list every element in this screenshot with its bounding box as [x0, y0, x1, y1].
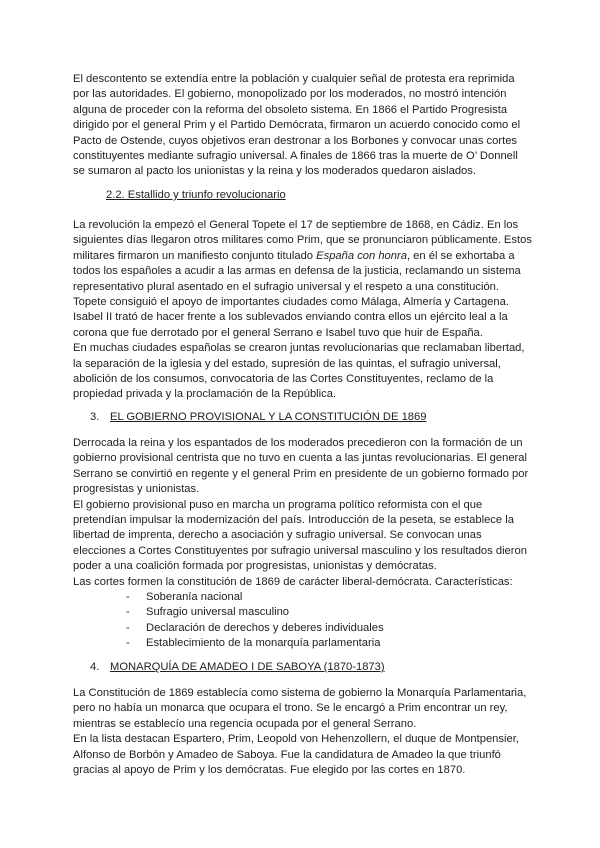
section-title: MONARQUÍA DE AMADEO I DE SABOYA (1870-1873)	[110, 661, 385, 673]
list-item-text: Soberanía nacional	[146, 591, 243, 603]
list-item-text: Establecimiento de la monarquía parlamentaria	[146, 637, 381, 650]
text-fragment: , en él se exhortaba a	[406, 249, 515, 262]
paragraph-pacto-de-ostende	[73, 72, 533, 180]
manifesto-title: España con honra	[316, 249, 407, 262]
text-line: El descontento se extendía entre la población y cualquier señal de protesta era reprimida	[73, 73, 515, 85]
text-line: Pacto de Ostende, cuyos objetivos eran destronar a los Borbones y convocar unas cortes	[73, 134, 518, 147]
text-line: alguna de proceder con la reforma del obsoleto sistema. En 1866 el Partido Progresista	[73, 103, 508, 116]
text-line: dirigido por el general Prim y el Partido Demócrata, firmaron un acuerdo conocido como el	[73, 119, 521, 132]
text-line: En muchas ciudades españolas se crearon juntas revolucionarias que reclamaban libertad,	[73, 342, 525, 355]
bullet-marker: -	[126, 606, 130, 619]
list-item-text: Declaración de derechos y deberes individuales	[146, 621, 384, 634]
text-line: pero no había un monarca que ocupara el trono. Se le encargó a Prim encontrar un rey,	[73, 702, 508, 715]
text-line: Isabel II trató de hacer frente a los sublevados enviando contra ellos un ejército leal a la	[73, 311, 508, 324]
list-item	[126, 621, 384, 636]
text-line: corona que fue derrotado por el general Serrano e Isabel tuvo que huir de España.	[73, 326, 483, 339]
text-line: por las autoridades. El gobierno, monopolizado por los moderados, no mostró intención	[73, 88, 507, 101]
text-line: Serrano se convirtió en regente y el general Prim en presidente de un gobierno formado por	[73, 467, 529, 480]
bullet-marker: -	[126, 591, 130, 603]
list-item	[126, 636, 384, 651]
text-line: elecciones a Cortes Constituyentes por sufragio universal masculino y los resultados dieron	[73, 544, 527, 557]
characteristics-list	[126, 590, 384, 652]
paragraph-amadeo	[73, 686, 533, 778]
text-line: poder a una coalición formada por progresistas, unionistas y demócratas.	[73, 560, 437, 573]
bullet-marker: -	[126, 621, 130, 634]
text-line: propiedad privada y la proclamación de la República.	[73, 388, 337, 401]
text-line: todos los españoles a acudir a las armas en defensa de la justicia, reclamando un sistema	[73, 265, 521, 278]
text-line: Topete consiguió el apoyo de importantes ciudades como Málaga, Almería y Cartagena.	[73, 296, 509, 309]
text-line: progresistas y unionistas.	[73, 483, 200, 496]
text-line: Alfonso de Borbón y Amadeo de Saboya. Fue la candidatura de Amadeo la que triunfó	[73, 748, 501, 761]
section-number: 4.	[90, 661, 100, 673]
list-item	[126, 590, 384, 605]
text-line: libertad de imprenta, derecho a asociación y sufragio universal. Se convocan unas	[73, 529, 482, 542]
text-line: gobierno provisional centrista que no tuvo en cuenta a las juntas revolucionarias. El general	[73, 452, 527, 465]
section-heading-3	[90, 410, 426, 425]
paragraph-gobierno-provisional	[73, 436, 533, 590]
text-line: la separación de la iglesia y del estado, supresión de las quintas, el sufragio universal,	[73, 357, 501, 370]
text-line: La revolución la empezó el General Topete el 17 de septiembre de 1868, en Cádiz. En los	[73, 219, 519, 231]
text-line: Las cortes formen la constitución de 1869 de carácter liberal-demócrata. Características:	[73, 575, 513, 588]
text-line: La Constitución de 1869 establecía como sistema de gobierno la Monarquía Parlamentaria,	[73, 687, 527, 699]
text-line: pretendían impulsar la modernización del país. Introducción de la peseta, se establece la	[73, 514, 514, 527]
paragraph-revolucion	[73, 218, 533, 403]
text-line: abolición de los consumos, convocatoria de las Cortes Constituyentes, reclamo de la	[73, 373, 494, 386]
section-number: 3.	[90, 411, 100, 423]
subsection-heading: 2.2. Estallido y triunfo revolucionario	[106, 189, 286, 201]
text-line: se sumaron al pacto los unionistas y la reina y los moderados quedaron aislados.	[73, 165, 476, 178]
section-title: EL GOBIERNO PROVISIONAL Y LA CONSTITUCIÓN DE 1869	[110, 411, 427, 423]
text-line: mientras se establecío una regencia ocupada por el general Serrano.	[73, 717, 417, 730]
text-line: Derrocada la reina y los espantados de los moderados precedieron con la formación de un	[73, 437, 523, 449]
text-line: representativo plural asentado en el sufragio universal y el respeto a una constitución.	[73, 280, 500, 293]
text-line: constituyentes mediante sufragio universal. A finales de 1866 tras la muerte de O’ Donnell	[73, 150, 518, 163]
text-fragment: militares firmaron un manifiesto conjunto titulado	[73, 249, 317, 262]
list-item-text: Sufragio universal masculino	[146, 606, 290, 619]
text-line: gracias al apoyo de Prim y los demócratas. Fue elegido por las cortes en 1870.	[73, 764, 466, 777]
text-line: El gobierno provisional puso en marcha un programa político reformista con el que	[73, 498, 483, 511]
section-heading-4	[90, 660, 385, 675]
text-line: siguientes días llegaron otros militares como Prim, que se pronunciaron públicamente. Estos	[73, 234, 532, 247]
text-line: En la lista destacan Espartero, Prim, Leopold von Hehenzollern, el duque de Montpensier,	[73, 733, 519, 746]
bullet-marker: -	[126, 637, 130, 650]
text-line	[73, 249, 533, 264]
list-item	[126, 605, 384, 620]
